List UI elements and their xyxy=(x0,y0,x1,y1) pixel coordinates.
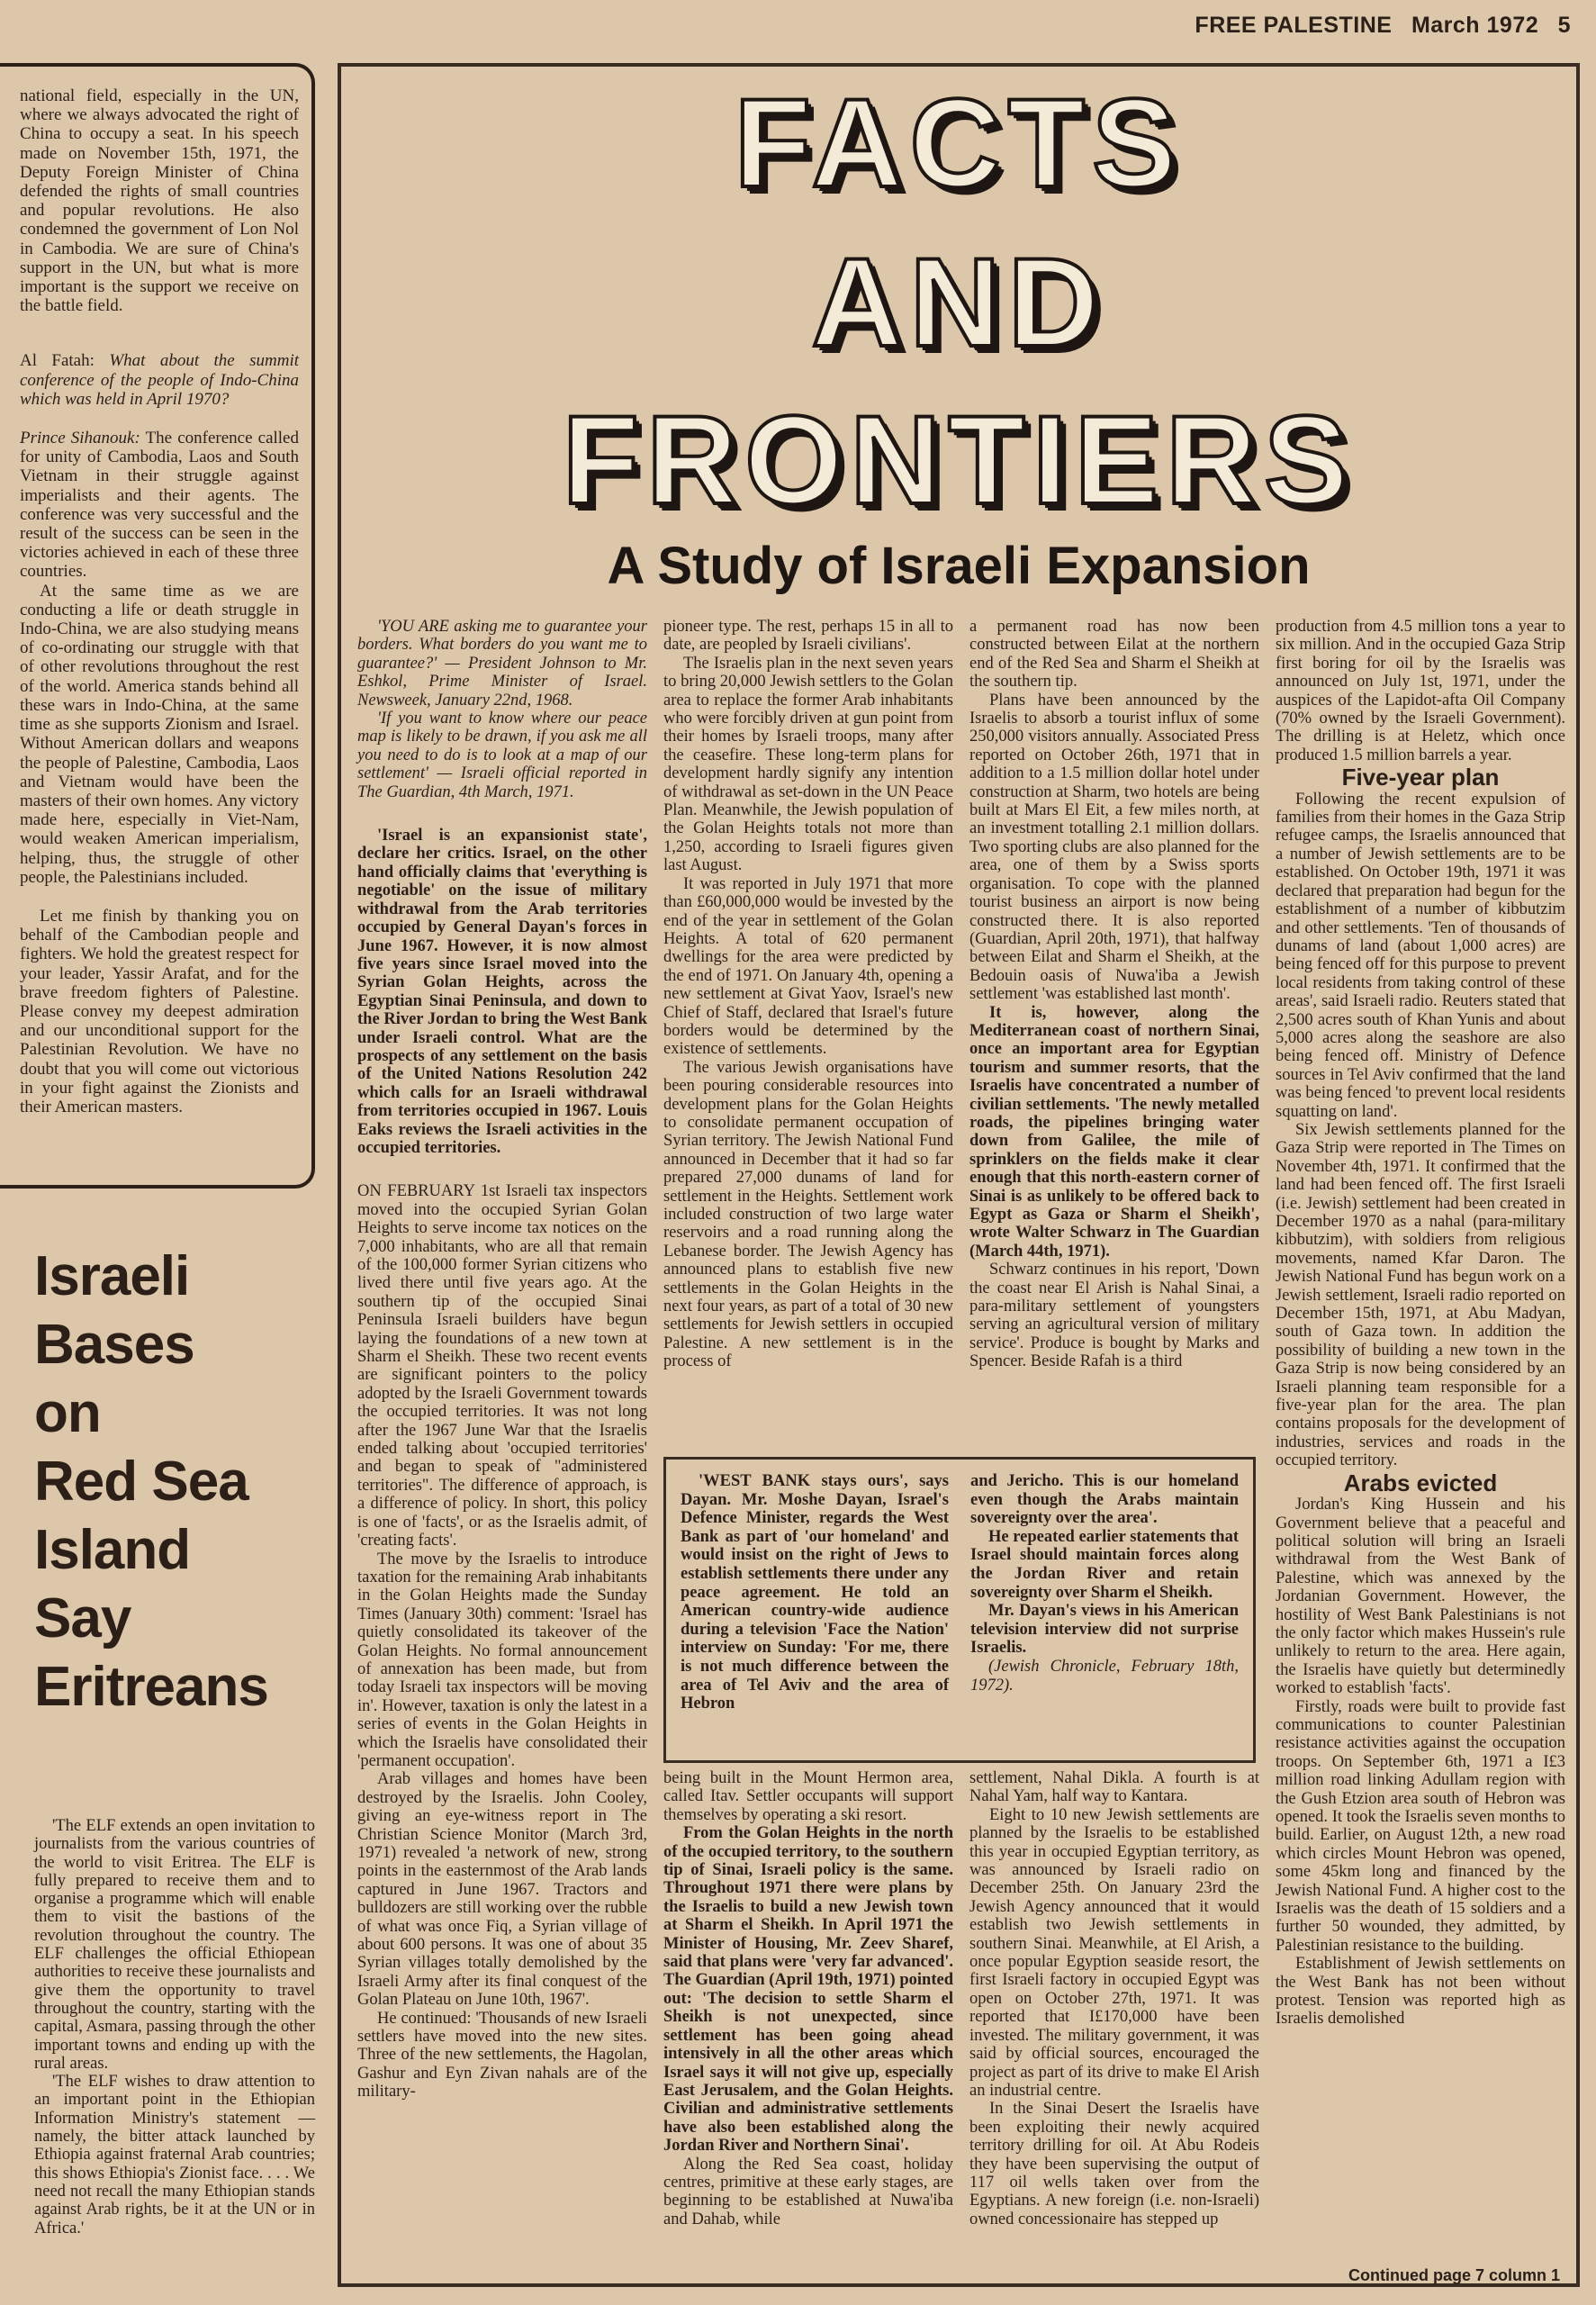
article-column-2-top xyxy=(663,618,953,1371)
article-paragraph: Along the Red Sea coast, holiday centres, primitive at these early stages, are beginning to be established at Nuwa'iba and Dahab, while xyxy=(663,2155,953,2228)
box-column-left xyxy=(681,1472,949,1748)
title-line-frontiers: FRONTIERS xyxy=(562,389,1356,530)
box-paragraph: Mr. Dayan's views in his American television interview did not surprise Israelis. xyxy=(970,1602,1239,1658)
headline-line: Bases xyxy=(34,1314,194,1376)
article-paragraph: settlement, Nahal Dikla. A fourth is at Nahal Yam, half way to Kantara. xyxy=(969,1769,1259,1806)
article-paragraph: Following the recent expulsion of families from their homes in the Gaza Strip refugee camps, the Israelis announced that a number of Jewish settlements are to be established. On October 19th, 1971 it was declared that preparation had begun for the establishment of a number of kibbutzim and other settlements. 'Ten of thousands of dunams of land (about 1,000 acres) are being fenced off for this purpose to prevent local residents from taking control of these areas', said Israeli radio. Reuters stated that 2,500 acres south of Khan Yunis and about 5,000 acres along the seashore are also being fenced off. Ministry of Defence sources in Tel Aviv confirmed that the land was being fenced 'to prevent local residents squatting on land'. xyxy=(1276,790,1565,1121)
headline-line: Say xyxy=(34,1587,131,1650)
article-paragraph: The Israelis plan in the next seven years to bring 20,000 Jewish settlers to the Golan area to replace the former Arab inhabitants who were forcibly driven at gun point from their homes by Israeli troops, many after the ceasefire. These long-term plans for development hardly signify any intention of withdrawal as set-down in the UN Peace Plan. Meanwhile, the Jewish population of the Golan Heights totals not more than 1,250, according to Israeli figures given last August. xyxy=(663,654,953,875)
interview-paragraph: national field, especially in the UN, where we always advocated the right of China to occupy a seat. In his speech made on November 15th, 1971, the Deputy Foreign Minister of China defended the rights of small countries and popular revolutions. He also condemned the government of Lon Nol in Cambodia. We are sure of China's support in the UN, but what is more important is the support we receive on the battle field. xyxy=(20,86,299,316)
article-paragraph: pioneer type. The rest, perhaps 15 in all to date, are peopled by Israeli civilians'. xyxy=(663,618,953,655)
title-line-and: AND xyxy=(811,231,1106,373)
headline-line: Red Sea xyxy=(34,1451,248,1513)
article-paragraph: a permanent road has now been constructed between Eilat at the northern end of the Red Sea and Sharm el Sheikh at the southern tip. xyxy=(969,618,1259,692)
article-paragraph: Establishment of Jewish settlements on the West Bank has not been without protest. Tension was reported high as Israelis demolished xyxy=(1276,1955,1565,2029)
article-paragraph-bold: From the Golan Heights in the north of the occupied territory, to the southern tip of Sinai, Israeli policy is the same. Throughout 1971 there were plans by the Israelis to build a new Jewish town at Sharm el Sheikh. In April 1971 the Minister of Housing, Mr. Zeev Sharef, said that plans were 'very far advanced'. The Guardian (April 19th, 1971) pointed out: 'The decision to settle Sharm el Sheikh is not unexpected, since settlement has been going ahead intensively in all the other areas which Israel says it will not give up, especially East Jerusalem, and the Golan Heights. Civilian and administrative settlements have also been established along the Jordan River and Northern Sinai'. xyxy=(663,1824,953,2156)
box-paragraph: He repeated earlier statements that Israel should maintain forces along the Jordan River and retain sovereignty over Sharm el Sheikh. xyxy=(970,1527,1239,1602)
article-column-3-top xyxy=(969,618,1259,1371)
issue-date: March 1972 xyxy=(1411,13,1539,38)
box-column-right xyxy=(970,1472,1239,1748)
article-paragraph: It was reported in July 1971 that more than £60,000,000 would be invested by the end of the year in settlement of the Golan Heights. A total of 620 permanent dwellings for the area were predicted by the end of 1971. On January 4th, opening a new settlement at Givat Yaov, Israel's new Chief of Staff, declared that Israel's future borders would be determined by the existence of settlements. xyxy=(663,874,953,1059)
article-paragraph: Six Jewish settlements planned for the Gaza Strip were reported in The Times on November 4th, 1971. It confirmed that the land had been fenced off. The first Israeli (i.e. Jewish) settlement had been created in December 1970 as a nahal (para-military kibbutzim), with soldiers from religious movements, named Kfar Daron. The Jewish National Fund has begun work on a Jewish settlement, Israeli radio reported on December 15th, 1971, at Abu Madyan, south of Gaza town. In addition the possibility of building a new town in the Gaza Strip is now being considered by an Israeli planning team responsible for a five-year plan for the area. The plan contains proposals for the development of industries, services and roads in the occupied territory. xyxy=(1276,1120,1565,1470)
question-text: What about the summit conference of the people of Indo-China which was held in April 1970? xyxy=(20,351,300,409)
question-speaker: Al Fatah: xyxy=(20,351,95,371)
interview-paragraph: Let me finish by thanking you on behalf of the Cambodian people and fighters. We hold the greatest respect for your leader, Yassir Arafat, and for the brave freedom fighters of Palestine. Please convey my deepest admiration and our unconditional support for the Palestinian Revolution. We have no doubt that you will come out victorious in your fight against the Zionists and their American masters. xyxy=(20,906,299,1116)
epigraph-quote: 'YOU ARE asking me to guarantee your borders. What borders do you want me to guarantee?' — President Johnson to Mr. Eshkol, Prime Minister of Israel. Newsweek, January 22nd, 1968. xyxy=(357,618,647,710)
article-paragraph: Schwarz continues in his report, 'Down the coast near El Arish is Nahal Sinai, a para-military settlement of youngsters serving an agricultural version of military service'. Produce is bought by Marks and Spencer. Beside Rafah is a third xyxy=(969,1261,1259,1371)
answer-text: The conference called for unity of Cambodia, Laos and South Vietnam in their struggle against imperialists and their agents. The conference was very successful and the result of the success can be seen in the victories achieved in each of these three countries. xyxy=(20,429,299,582)
subhead-arabs-evicted: Arabs evicted xyxy=(1343,1469,1498,1496)
article-paragraph: Eight to 10 new Jewish settlements are planned by the Israelis to be established this year in occupied Egyptian territory, as was announced by Israeli radio on December 25th. On January 23rd the Jewish Agency announced that it would establish two Jewish settlements in southern Sinai. Meanwhile, at El Arish, a once popular Egyption seaside resort, the first Israeli factory in occupied Egypt was open on October 27th, 1971. It was reported that I£170,000 have been invested. The military government, it was said by official sources, encouraged the project as part of its drive to make El Arish an industrial centre. xyxy=(969,1805,1259,2100)
box-paragraph: 'WEST BANK stays ours', says Dayan. Mr. Moshe Dayan, Israel's Defence Minister, regards the West Bank as part of 'our homeland' and would insist on the right of Jews to establish settlements there under any peace agreement. He told an American country-wide audience during a television 'Face the Nation' interview on Sunday: 'For me, there is not much difference between the area of Tel Aviv and the area of Hebron xyxy=(681,1472,949,1713)
continued-note: Continued page 7 column 1 xyxy=(1348,2266,1560,2284)
article-paragraph: He continued: 'Thousands of new Israeli settlers have moved into the new sites. Three of the new settlements, the Hagolan, Gashur and Eyn Zivan nahals are of the military- xyxy=(357,2009,647,2102)
headline-line: Eritreans xyxy=(34,1656,268,1718)
headline-line: Israeli xyxy=(34,1245,190,1307)
article-subtitle: A Study of Israeli Expansion xyxy=(607,537,1311,595)
article-paragraph: Plans have been announced by the Israelis to absorb a tourist influx of some 250,000 visitors annually. Associated Press reported on October 26th, 1971 that in addition to a 1.5 million dollar hotel under construction at Sharm, two hotels are being built at Mars El Eit, a few miles north, at an investment totalling 2.1 million dollars. Two sporting clubs are also planned for the area, one of them by a Swiss sports organisation. To cope with the planned tourist business an airport is now being constructed there. It is also reported (Guardian, April 20th, 1971), that halfway between Eilat and Sharm el Sheikh, at the Bedouin oasis of Nuwa'iba a Jewish settlement 'was established last month'. xyxy=(969,691,1259,1004)
headline-line: on xyxy=(34,1382,101,1444)
interview-box xyxy=(0,63,315,1189)
article-paragraph: production from 4.5 million tons a year to six million. And in the occupied Gaza Strip first boring for oil by the Israelis was announced on July 1st, 1971, under the auspices of the Lapidot-afta Oil Company (70% owned by the Israeli Government). The drilling is at Heletz, which once produced 1.5 million barrels a year. xyxy=(1276,618,1565,764)
article-paragraph: ON FEBRUARY 1st Israeli tax inspectors moved into the occupied Syrian Golan Heights to serve income tax notices on the 7,000 inhabitants, who are all that remain of the 100,000 former Syrian citizens who lived there until five years ago. At the southern tip of the occupied Sinai Peninsula Israeli builders have begun laying the foundations of a new town at Sharm el Sheikh. These two recent events are significant pointers to the policy adopted by the Israeli Government towards the occupied territories. It was not long after the 1967 June War that the Israelis ended talking about 'occupied territories' and began to speak of "administered territories". The difference of approach, is a difference of policy. In short, this policy is one of 'facts', or as the Israelis admit, of 'creating facts'. xyxy=(357,1182,647,1550)
article-column-1 xyxy=(357,618,647,2102)
eritrea-headline xyxy=(34,1243,322,1722)
article-paragraph: In the Sinai Desert the Israelis have been exploiting their newly acquired territory drilling for oil. At Abu Rodeis they have been supervising the output of 117 oil wells taken over from the Egyptians. A new foreign (i.e. non-Israeli) owned concessionaire has stepped up xyxy=(969,2100,1259,2228)
article-paragraph: Arab villages and homes have been destroyed by the Israelis. John Cooley, giving an eye-witness report in The Christian Science Monitor (March 3rd, 1971) revealed 'a network of new, strong points in the easternmost of the Arab lands captured in June 1967. Tractors and bulldozers are still working over the rubble of what was once Fiq, a Syrian village of about 600 persons. It was one of about 35 Syrian villages totally demolished by the Israeli Army after its final conquest of the Golan Plateau on June 10th, 1967'. xyxy=(357,1770,647,2010)
interview-answer xyxy=(20,429,299,582)
headline-line: Island xyxy=(34,1519,191,1581)
page-number: 5 xyxy=(1557,13,1571,38)
subhead-five-year-plan: Five-year plan xyxy=(1341,764,1500,791)
eritrea-paragraph: 'The ELF wishes to draw attention to an important point in the Ethiopian Information Ministry's statement — namely, the bitter attack launched by Ethiopia against fraternal Arab countries; this shows Ethiopia's Zionist face. . . . We need not recall the many Ethiopian stands against Arab rights, be it at the UN or in Africa.' xyxy=(34,2073,315,2237)
answer-speaker: Prince Sihanouk: xyxy=(20,429,140,448)
epigraph-quote: 'If you want to know where our peace map is likely to be drawn, if you ask me all you need to do is to look at a map of our settlement' — Israeli official reported in The Guardian, 4th March, 1971. xyxy=(357,710,647,801)
article-paragraph: The various Jewish organisations have been pouring considerable resources into development plans for the Golan Heights to consolidate permanent occupation of Syrian territory. The Jewish National Fund announced in December that it had so far prepared 27,000 dunams of land for settlement in the Heights. Settlement work included construction of two large water reservoirs and a road running along the Lebanese border. The Jewish Agency has announced plans to establish five new settlements in the Golan Heights in the next four years, as part of a total of 30 new settlements for Jewish settlers in occupied Palestine. A new settlement is in the process of xyxy=(663,1058,953,1371)
dayan-sidebar-box xyxy=(663,1457,1256,1763)
eritrea-paragraph: 'The ELF extends an open invitation to journalists from the various countries of the world to visit Eritrea. The ELF is fully prepared to receive them and to organise a programme which will enable them to visit the bastions of the revolution throughout the country. The ELF challenges the official Ethiopean authorities to receive these journalists and give them the opportunity to travel throughout the country, starting with the capital, Asmara, passing through the other important towns and ending up with the rural areas. xyxy=(34,1817,315,2073)
article-paragraph: Jordan's King Hussein and his Government believe that a peaceful and political solution will bring an Israeli withdrawal from the West Bank of Palestine, which was annexed by the Jordanian Government. However, the hostility of West Bank Palestinians is not the only factor which makes Hussein's rule unlikely to return to the area. Here again, the Israelis have quietly but determinedly worked to establish 'facts'. xyxy=(1276,1496,1565,1698)
publication-name: FREE PALESTINE xyxy=(1195,13,1393,38)
article-paragraph: being built in the Mount Hermon area, called Itav. Settler occupants will support themselves by operating a ski resort. xyxy=(663,1769,953,1824)
title-line-facts: FACTS xyxy=(734,72,1184,213)
article-column-3-bottom xyxy=(969,1769,1259,2228)
box-paragraph: and Jericho. This is our homeland even though the Arabs maintain sovereignty over the area'. xyxy=(970,1472,1239,1528)
interview-question xyxy=(20,351,299,409)
interview-paragraph: At the same time as we are conducting a life or death struggle in Indo-China, we are also studying means of co-ordinating our struggle with that of other revolutions throughout the rest of the world. America stands behind all these wars in Indo-China, at the same time as she supports Zionism and Israel. Without American dollars and weapons the people of Palestine, Cambodia, Laos and Vietnam would have been the masters of their own homes. Any victory made here, especially in Viet-Nam, would weaken American imperialism, helping, thus, the struggle of other people, the Palestinians included. xyxy=(20,581,299,887)
article-column-2-bottom xyxy=(663,1769,953,2228)
running-head xyxy=(1182,13,1571,39)
article-paragraph: The move by the Israelis to introduce taxation for the remaining Arab inhabitants in the Golan Heights made the Sunday Times (January 30th) comment: 'Israel has quietly consolidated its takeover of the Golan Heights. No formal announcement of annexation has been made, but from today Israeli tax inspectors will be moving in'. However, taxation is only the latest in a series of events in the Golan Heights in which the Israelis have consolidated their 'permanent occupation'. xyxy=(357,1550,647,1770)
box-source: (Jewish Chronicle, February 18th, 1972). xyxy=(970,1657,1239,1695)
article-paragraph-bold: It is, however, along the Mediterranean coast of northern Sinai, once an important area for Egyptian tourism and summer resorts, that the Israelis have concentrated a number of civilian settlements. 'The newly metalled roads, the pipelines bringing water down from Galilee, the mile of sprinklers on the fields make it clear enough that this north-eastern corner of Sinai is as unlikely to be offered back to Egypt as Gaza or Sharm el Sheikh', wrote Walter Schwarz in The Guardian (March 44th, 1971). xyxy=(969,1003,1259,1261)
article-column-4 xyxy=(1276,618,1565,2029)
article-paragraph: Firstly, roads were built to provide fast communications to counter Palestinian resistance activities against the occupation troops. On September 6th, 1971 a I£3 million road linking Adullam region with the Gush Etzion area south of Hebron was opened. It took the Israelis seven months to build. Earlier, on August 12th, a new road which circles Mount Hebron was opened, some 45km long and financed by the Jewish National Fund. A higher cost to the Israelis was the death of 15 soldiers and a further 50 wounded, they admitted, by Palestinian resistance to the building. xyxy=(1276,1697,1565,1955)
eritrea-body xyxy=(34,1817,315,2237)
article-standfirst: 'Israel is an expansionist state', declare her critics. Israel, on the other hand officially claims that 'everything is negotiable' on the issue of military withdrawal from the Arab territories occupied by General Dayan's forces in June 1967. However, it is now almost five years since Israel moved into the Syrian Golan Heights, across the Egyptian Sinai Peninsula, and down to the River Jordan to bring the West Bank under Israeli control. What are the prospects of any settlement on the basis of the United Nations Resolution 242 which calls for an Israeli withdrawal from territories occupied in 1967. Louis Eaks reviews the Israeli activities in the occupied territories. xyxy=(357,827,647,1157)
